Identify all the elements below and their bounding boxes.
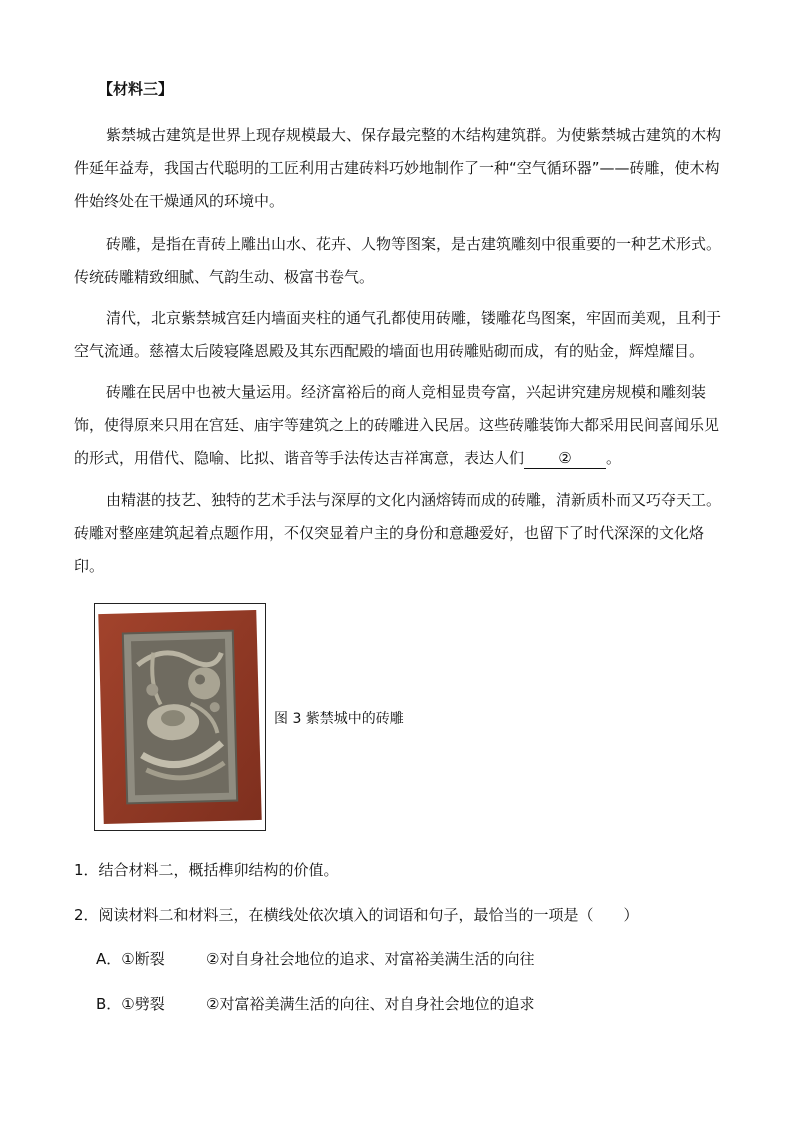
p4-line-3: 的形式，用借代、隐喻、比拟、谐音等手法传达吉祥寓意，表达人们 ② 。 (74, 449, 622, 467)
p4-line-1: 砖雕在民居中也被大量运用。经济富裕后的商人竞相显贵夸富，兴起讲究建房规模和雕刻装 (106, 383, 707, 401)
option-a-text: ②对自身社会地位的追求、对富裕美满生活的向往 (206, 950, 535, 968)
paragraph-5 (74, 484, 724, 583)
figure-caption: 图 3 紫禁城中的砖雕 (274, 711, 404, 727)
p5-line-2: 砖雕对整座建筑起着点题作用，不仅突显着户主的身份和意趣爱好，也留下了时代深深的文化烙 (74, 524, 705, 542)
p1-line-1: 紫禁城古建筑是世界上现存规模最大、保存最完整的木结构建筑群。为使紫禁城古建筑的木构 (106, 126, 722, 144)
paragraph-3 (74, 302, 724, 368)
p3-line-2: 空气流通。慈禧太后陵寝隆恩殿及其东西配殿的墙面也用砖雕贴砌而成，有的贴金，辉煌耀目。 (74, 342, 705, 360)
option-b[interactable] (96, 993, 535, 1015)
fill-blank-2: ② (524, 448, 606, 469)
p1-line-2: 件延年益寿，我国古代聪明的工匠利用古建砖料巧妙地制作了一种“空气循环器”——砖雕，使木构 (74, 159, 720, 177)
option-a-label: A．①断裂 (96, 950, 165, 968)
p1-line-3: 件始终处在干燥通风的环境中。 (74, 192, 285, 210)
option-b-label: B．①劈裂 (96, 995, 165, 1013)
figure-frame (94, 603, 266, 831)
p5-line-3: 印。 (74, 557, 105, 575)
p4-line-2: 饰，使得原来只用在宫廷、庙宇等建筑之上的砖雕进入民居。这些砖雕装饰大都采用民间喜闻乐见 (74, 416, 720, 434)
paragraph-2 (74, 228, 724, 294)
option-a[interactable] (96, 948, 535, 970)
option-b-text: ②对富裕美满生活的向往、对自身社会地位的追求 (206, 995, 535, 1013)
brick-carving-photo (95, 604, 265, 830)
p3-line-1: 清代，北京紫禁城宫廷内墙面夹柱的通气孔都使用砖雕，镂雕花鸟图案，牢固而美观，且利于 (106, 309, 722, 327)
section-heading: 【材料三】 (98, 80, 174, 98)
p2-line-1: 砖雕，是指在青砖上雕出山水、花卉、人物等图案，是古建筑雕刻中很重要的一种艺术形式。 (106, 235, 722, 253)
question-2: 2．阅读材料二和材料三，在横线处依次填入的词语和句子，最恰当的一项是（ ） (74, 906, 639, 924)
paragraph-1 (74, 119, 724, 218)
paragraph-4 (74, 376, 724, 475)
p2-line-2: 传统砖雕精致细腻、气韵生动、极富书卷气。 (74, 268, 375, 286)
question-1: 1．结合材料二，概括榫卯结构的价值。 (74, 861, 339, 879)
p5-line-1: 由精湛的技艺、独特的艺术手法与深厚的文化内涵熔铸而成的砖雕，清新质朴而又巧夺天工。 (106, 491, 722, 509)
